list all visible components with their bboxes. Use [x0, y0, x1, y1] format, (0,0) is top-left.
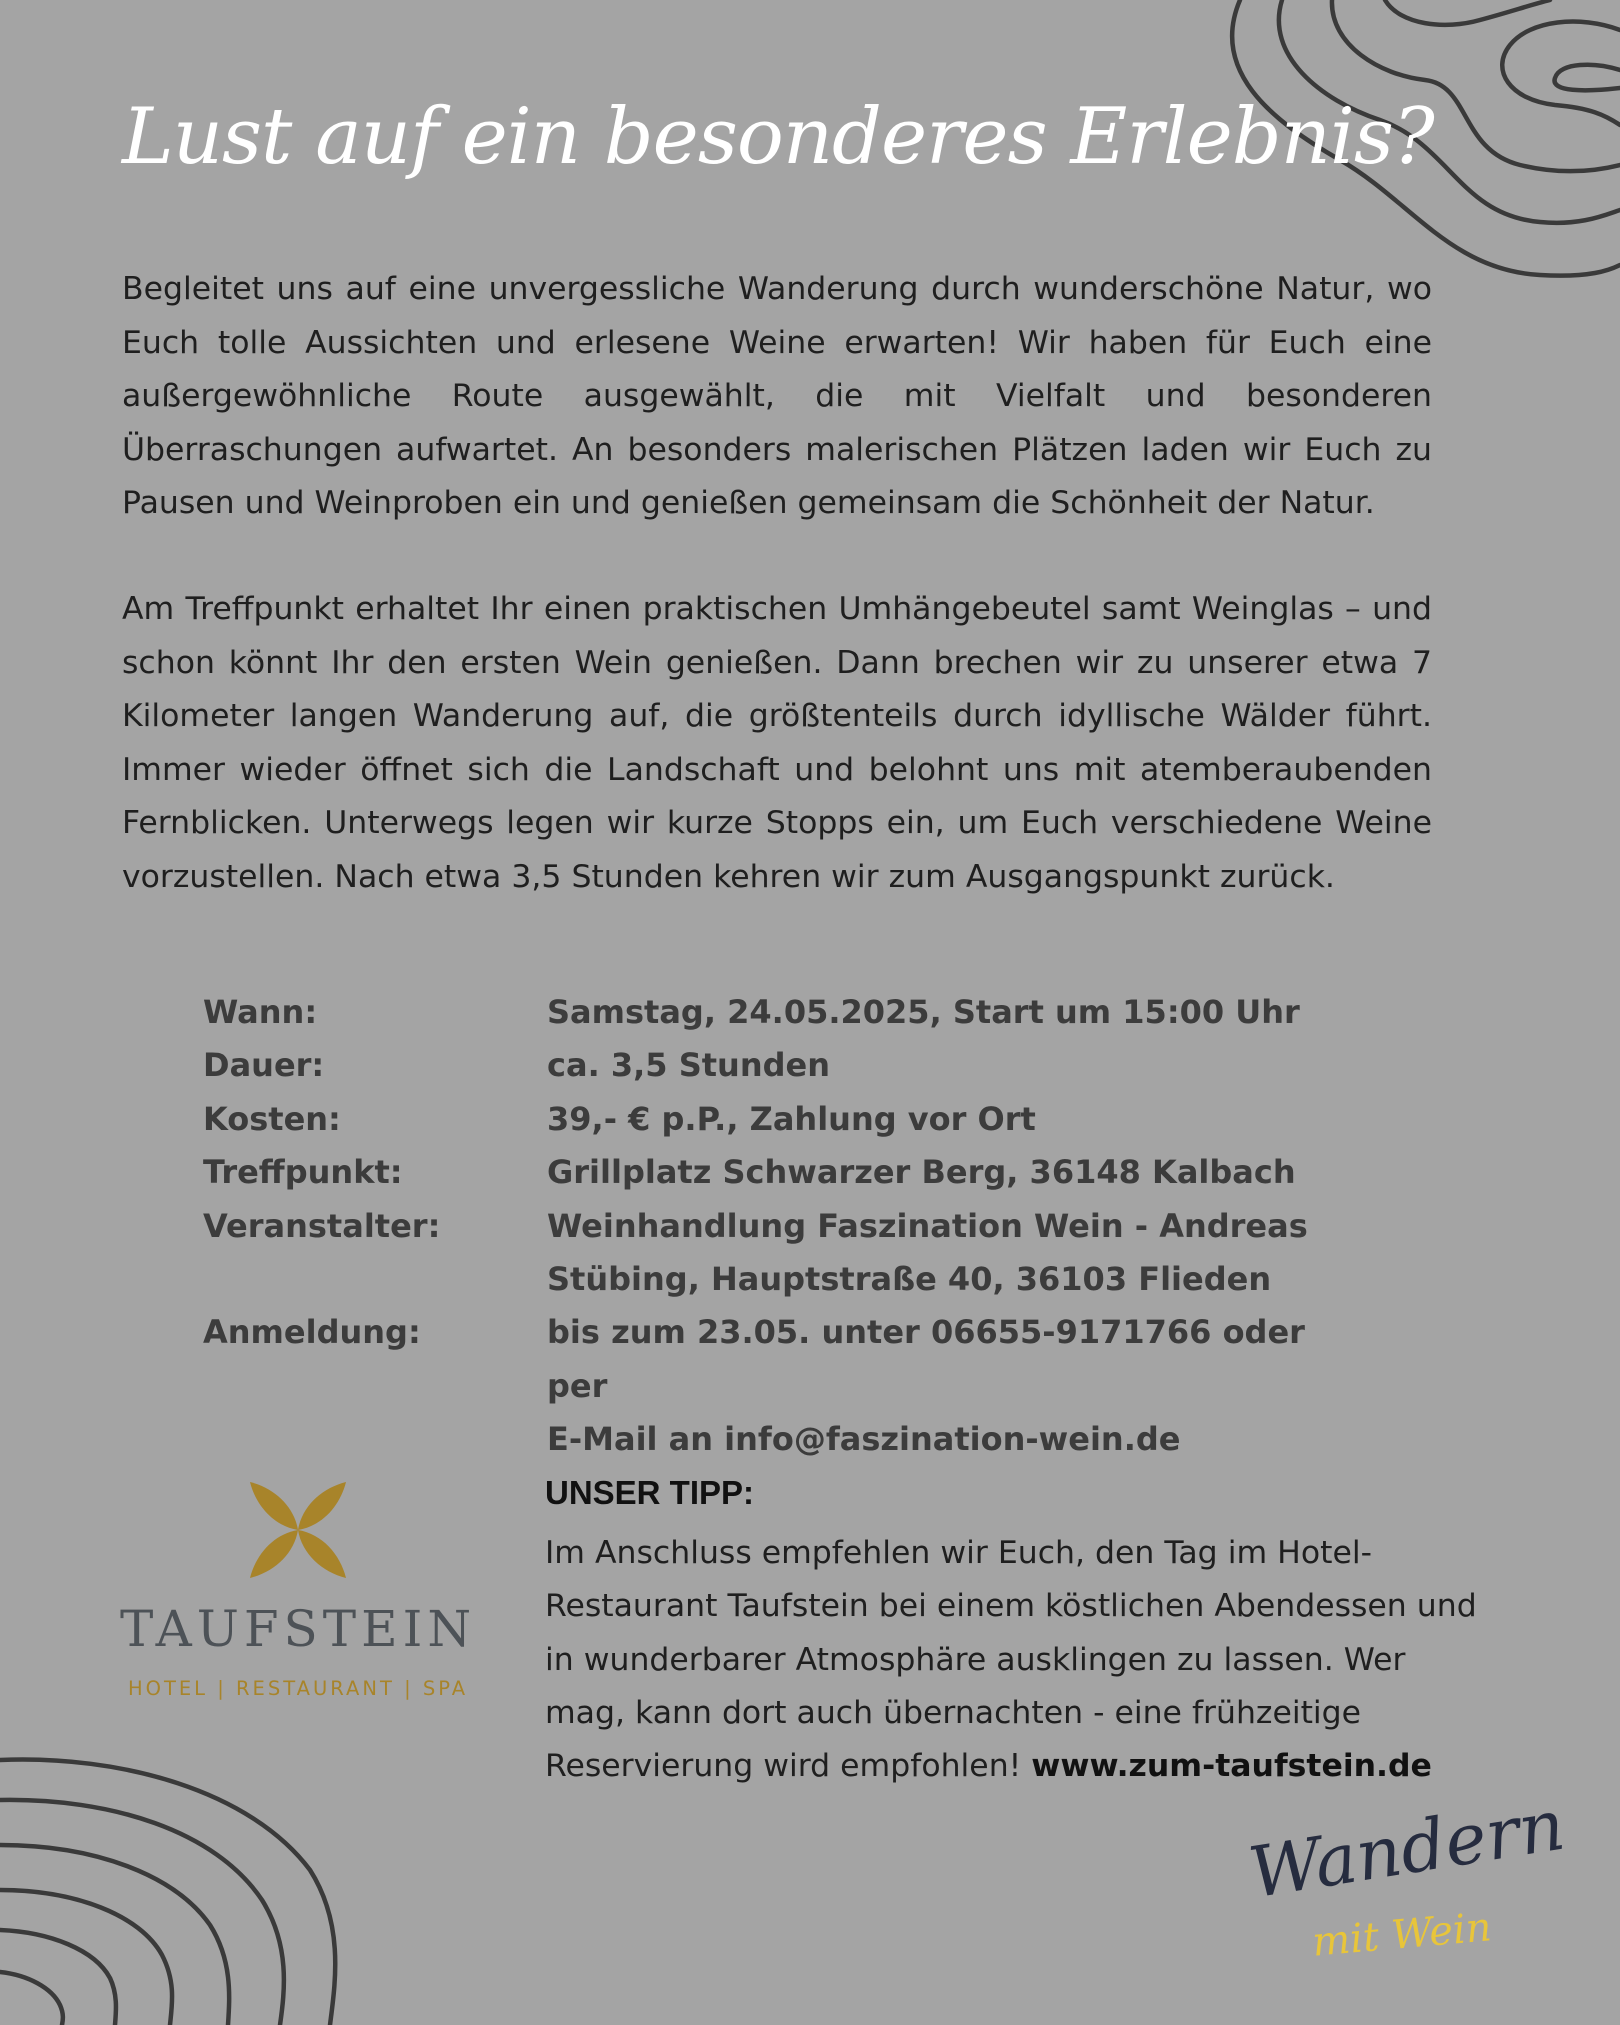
four-petal-flower-icon [248, 1480, 348, 1580]
tip-text [545, 1527, 1495, 1793]
detail-value: bis zum 23.05. unter 06655-9171766 oder per [547, 1313, 1305, 1405]
event-details [203, 986, 1333, 1467]
intro-paragraph-1: Begleitet uns auf eine unvergessliche Wanderung durch wunderschöne Natur, wo Euch tolle Aussichten und erlesene Weine erwarten! Wir haben für Euch eine außergewöhnliche Route ausgewählt, die mit Vielfalt und besonderen Überraschungen aufwartet. An besonders malerischen Plätzen laden wir Euch zu Pausen und Weinproben ein und genießen gemeinsam die Schönheit der Natur. [122, 271, 1432, 521]
detail-row-organizer [203, 1200, 1333, 1253]
detail-row-cost [203, 1093, 1333, 1146]
detail-value: E-Mail an info@faszination-wein.de [547, 1420, 1181, 1459]
detail-row-registration-cont [203, 1413, 1333, 1466]
detail-label: Veranstalter: [203, 1206, 441, 1245]
detail-row-duration [203, 1039, 1333, 1092]
detail-label: Treffpunkt: [203, 1153, 403, 1192]
tip-heading: UNSER TIPP: [545, 1474, 755, 1511]
detail-value: Weinhandlung Faszination Wein - Andreas [547, 1206, 1308, 1245]
detail-row-meeting-point [203, 1146, 1333, 1199]
headline: Lust auf ein besonderes Erlebnis? [122, 92, 1434, 182]
detail-row-when [203, 986, 1333, 1039]
detail-label: Wann: [203, 993, 318, 1031]
hotel-website-link[interactable]: www.zum-taufstein.de [1031, 1748, 1432, 1785]
brand-mit-wein: mit Wein [1310, 1904, 1494, 1966]
intro-paragraph-2: Am Treffpunkt erhaltet Ihr einen praktischen Umhängebeutel samt Weinglas – und schon könnt Ihr den ersten Wein genießen. Dann brechen wir zu unserer etwa 7 Kilometer langen Wanderung auf, die größtenteils durch idyllische Wälder führt. Immer wieder öffnet sich die Landschaft und belohnt uns mit atemberaubenden Fernblicken. Unterwegs legen wir kurze Stopps ein, um Euch verschiedene Weine vorzustellen. Nach etwa 3,5 Stunden kehren wir zum Ausgangspunkt zurück. [122, 591, 1432, 895]
detail-row-organizer-cont [203, 1253, 1333, 1306]
logo-subtitle: HOTEL | RESTAURANT | SPA [127, 1677, 469, 1700]
contour-lines-bottom-left [0, 1750, 345, 2025]
detail-label: Dauer: [203, 1046, 325, 1085]
detail-value: 39,- € p.P., Zahlung vor Ort [547, 1099, 1036, 1138]
detail-value: Grillplatz Schwarzer Berg, 36148 Kalbach [547, 1153, 1296, 1192]
detail-value: ca. 3,5 Stunden [547, 1046, 830, 1085]
detail-value: Samstag, 24.05.2025, Start um 15:00 Uhr [547, 993, 1300, 1031]
brand-wandern: Wandern [1243, 1783, 1570, 1915]
detail-row-registration [203, 1306, 1333, 1413]
logo-name: TAUFSTEIN [120, 1600, 477, 1658]
detail-label: Kosten: [203, 1099, 341, 1138]
detail-value: Stübing, Hauptstraße 40, 36103 Flieden [547, 1260, 1272, 1299]
detail-label: Anmeldung: [203, 1313, 421, 1352]
tip-body: Im Anschluss empfehlen wir Euch, den Tag im Hotel-Restaurant Taufstein bei einem köstlichen Abendessen und in wunderbarer Atmosphäre ausklingen zu lassen. Wer mag, kann dort auch übernachten - eine frühzeitige Reservierung wird empfohlen! [545, 1535, 1477, 1785]
